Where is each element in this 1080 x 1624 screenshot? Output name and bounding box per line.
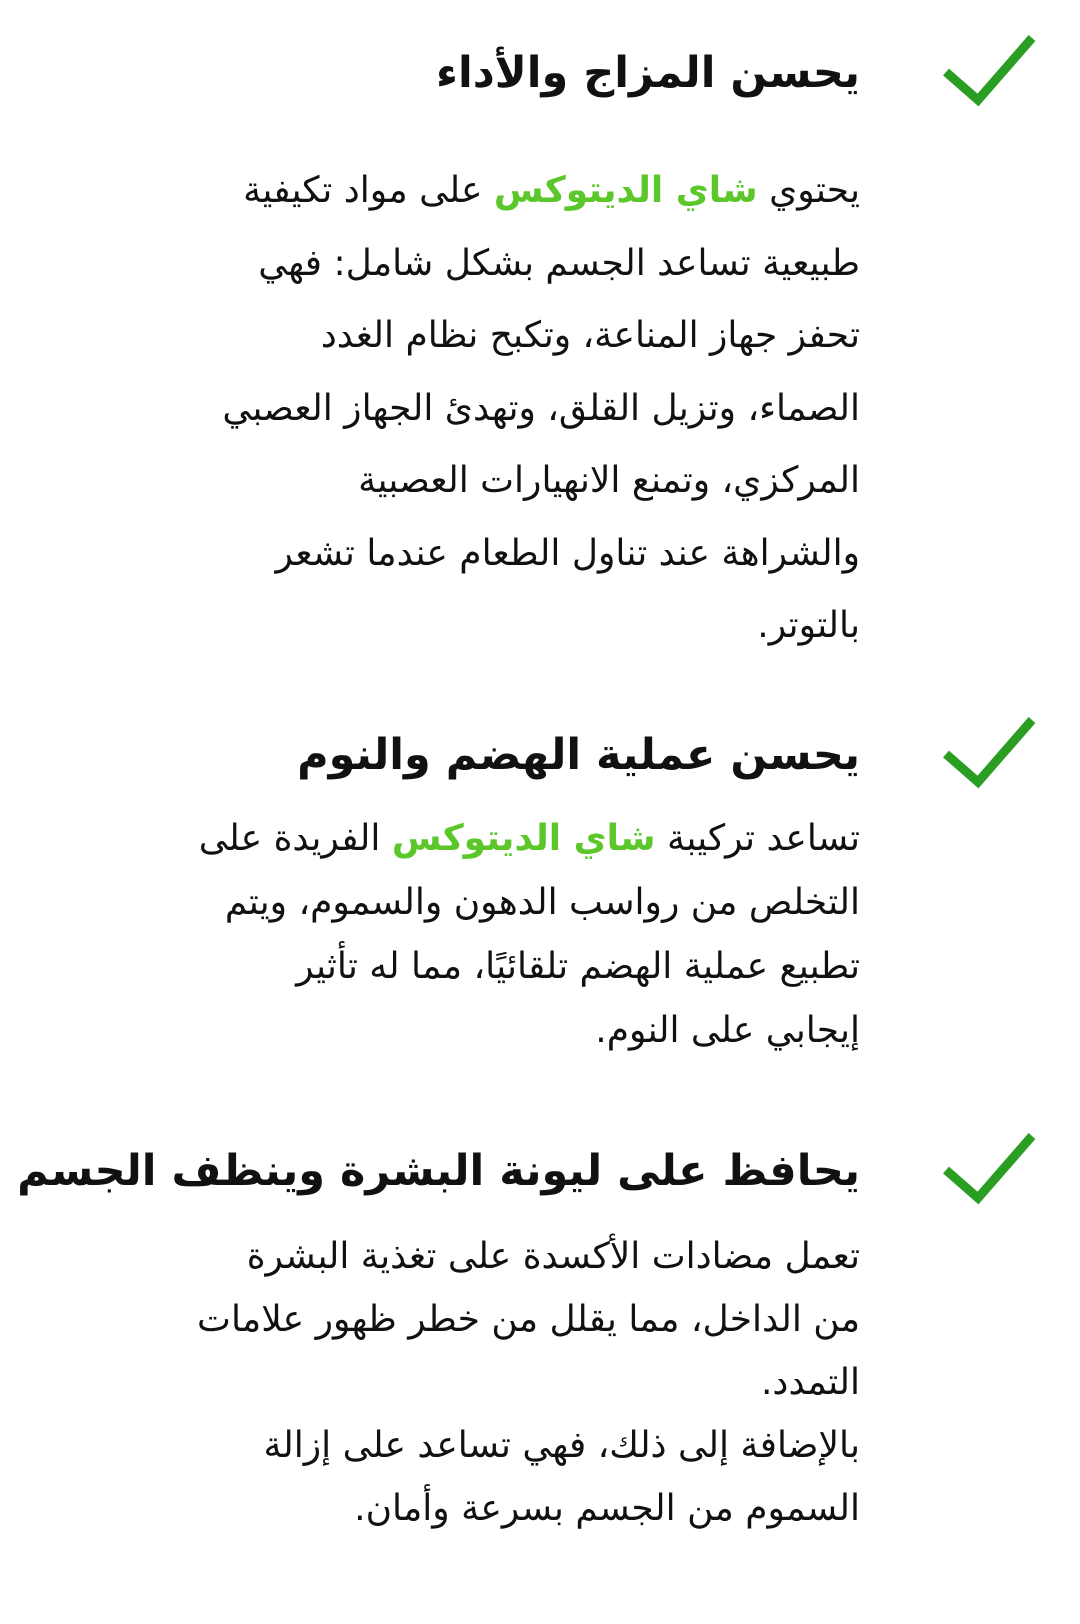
product-name-highlight: شاي الديتوكس: [493, 170, 758, 211]
body-line: تحفز جهاز المناعة، وتكبح نظام الغدد: [320, 315, 860, 356]
body-line: إيجابي على النوم.: [595, 1010, 860, 1051]
benefit-section-digestion: [80, 712, 1080, 1092]
benefit-heading: يحسن المزاج والأداء: [436, 48, 860, 98]
check-icon: [940, 30, 1040, 130]
benefit-body: [120, 155, 860, 663]
body-line: والشراهة عند تناول الطعام عندما تشعر: [275, 532, 860, 574]
body-line: بالإضافة إلى ذلك، فهي تساعد على إزالة: [263, 1425, 860, 1466]
benefit-heading-row: [17, 1128, 1080, 1228]
body-intro: تساعد تركيبة: [667, 818, 860, 859]
check-icon: [940, 712, 1040, 812]
body-intro: يحتوي: [769, 170, 860, 211]
body-line: الصماء، وتزيل القلق، وتهدئ الجهاز العصبي: [222, 387, 860, 429]
benefit-heading-row: [80, 712, 1080, 812]
benefit-heading: يحافظ على ليونة البشرة وينظف الجسم: [17, 1146, 860, 1196]
body-line: بالتوتر.: [757, 605, 860, 646]
benefit-heading: يحسن عملية الهضم والنوم: [297, 730, 860, 780]
body-line: طبيعية تساعد الجسم بشكل شامل: فهي: [258, 242, 860, 284]
body-line: من الداخل، مما يقلل من خطر ظهور علامات: [197, 1299, 860, 1340]
body-line: تعمل مضادات الأكسدة على تغذية البشرة: [246, 1236, 860, 1277]
benefit-body: [120, 1225, 860, 1540]
body-line: المركزي، وتمنع الانهيارات العصبية: [358, 460, 860, 501]
benefit-section-skin: [17, 1128, 1080, 1568]
body-line: التمدد.: [760, 1362, 860, 1403]
benefit-heading-row: [80, 30, 1080, 130]
body-line: السموم من الجسم بسرعة وأمان.: [354, 1488, 860, 1529]
benefit-section-mood: [80, 30, 1080, 670]
body-line: تطبيع عملية الهضم تلقائيًا، مما له تأثير: [296, 946, 860, 987]
benefit-body: [130, 807, 860, 1063]
body-line-text: على مواد تكيفية: [243, 170, 483, 211]
check-icon: [940, 1128, 1040, 1228]
body-line: التخلص من رواسب الدهون والسموم، ويتم: [224, 882, 860, 923]
product-name-highlight: شاي الديتوكس: [391, 818, 656, 859]
body-line-text: الفريدة على: [198, 818, 381, 859]
body-line: [120, 155, 860, 228]
body-line: [130, 807, 860, 871]
